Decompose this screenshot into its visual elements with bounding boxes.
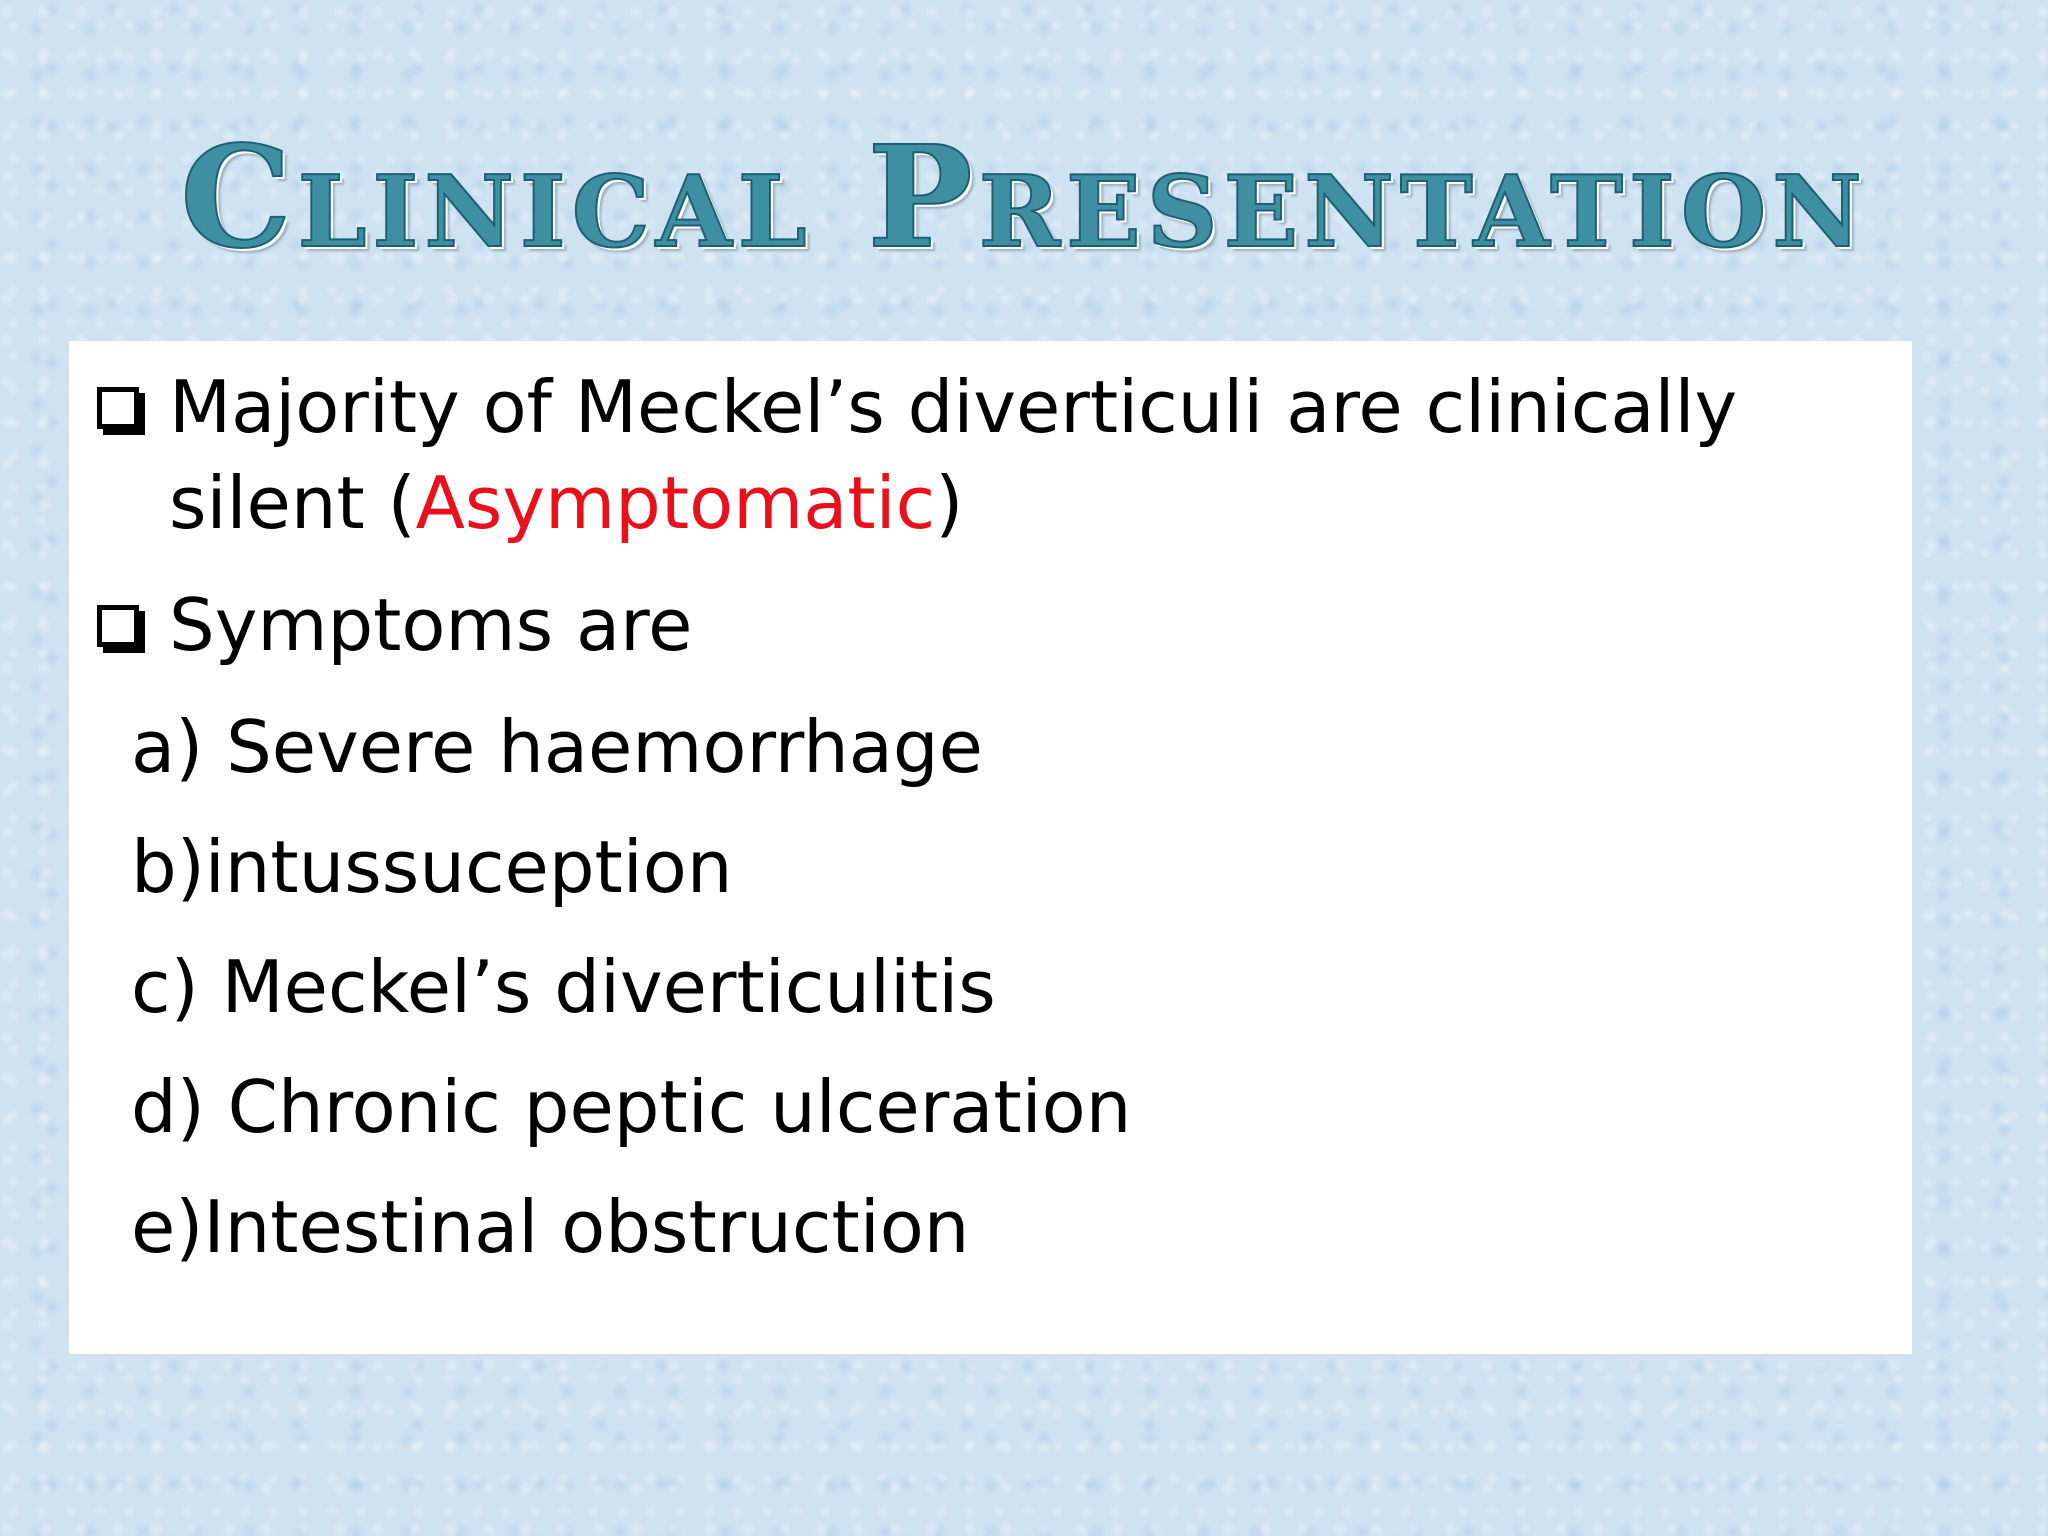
symptom-item: b)intussuception xyxy=(131,825,733,909)
hollow-square-bullet-icon xyxy=(97,387,139,429)
bullet-text-after: ) xyxy=(935,461,964,545)
highlight-asymptomatic: Asymptomatic xyxy=(415,461,936,545)
bullet-item-symptoms xyxy=(97,577,1869,673)
hollow-square-bullet-icon xyxy=(97,605,139,647)
symptom-item: a) Severe haemorrhage xyxy=(131,705,983,789)
symptom-item: e)Intestinal obstruction xyxy=(131,1185,970,1269)
bullet-item-asymptomatic xyxy=(97,359,1869,551)
content-box xyxy=(69,341,1912,1354)
symptom-item: c) Meckel’s diverticulitis xyxy=(131,945,996,1029)
bullet-text: Symptoms are xyxy=(169,583,693,667)
bullet-text-before: Majority of Meckel’s diverticuli are clinically silent ( xyxy=(169,365,1738,545)
symptom-item: d) Chronic peptic ulceration xyxy=(131,1065,1132,1149)
slide-title: Clinical Presentation xyxy=(180,116,1868,280)
